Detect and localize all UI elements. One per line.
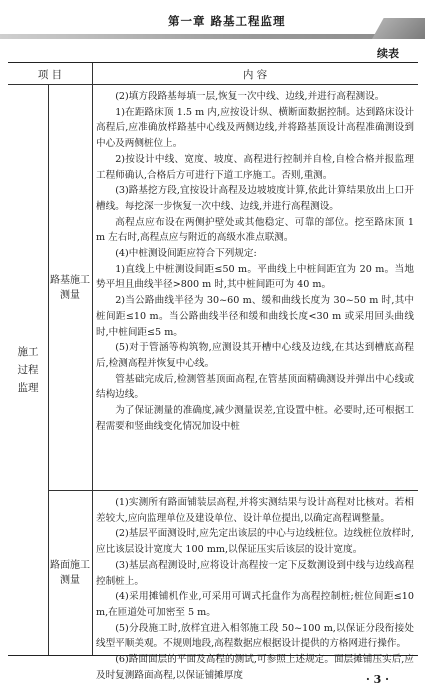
supervision-table — [8, 62, 418, 681]
page-number: · 3 · — [366, 673, 389, 686]
column-divider — [92, 63, 93, 655]
content-paragraph: (3)路基挖方段,宜按设计高程及边坡坡度计算,依此计算结果放出上口开槽线。每挖深一步恢复一次中线、边线,并进行高程测设。 — [96, 185, 414, 212]
content-paragraph: 1)直线上中桩测设间距≤50 m。平曲线上中桩间距宜为 20 m。当地势平坦且曲线半径>800 m 时,其中桩间距可为 40 m。 — [96, 263, 414, 291]
row-content-pavement — [96, 495, 414, 683]
header-rule — [0, 34, 425, 39]
header-tab-decoration — [372, 18, 425, 39]
continued-label: 续表 — [377, 47, 399, 60]
sub-item-cell — [48, 491, 92, 655]
content-paragraph: 2)当公路曲线半径为 30~60 m、缓和曲线长度为 30~50 m 时,其中桩间距≤10 m。当公路曲线半径和缓和曲线长度<30 m 或采用回头曲线时,中桩间距≤5 m。 — [96, 295, 414, 338]
chapter-title: 第一章 路基工程监理 — [168, 14, 286, 28]
stage-label: 施工过程监理 — [17, 346, 39, 394]
content-paragraph: 为了保证测量的准确度,减少测量误差,宜设置中桩。必要时,还可根据工程需要和竖曲线变化情况加设中桩 — [96, 405, 414, 432]
content-paragraph: 1)在距路床顶 1.5 m 内,应按设计纵、横断面数据控制。达到路床设计高程后,应准确放样路基中心线及两侧边线,并将路基顶设计高程准确测设到中心及两侧桩位上。 — [96, 106, 414, 150]
content-paragraph: (4)中桩测设间距应符合下列规定: — [115, 248, 257, 260]
content-paragraph: (1)实测所有路面铺装层高程,并将实测结果与设计高程对比核对。若相差较大,应向监理单位及建设单位、设计单位提出,以确定高程调整量。 — [96, 497, 414, 524]
content-paragraph: (5)对于管涵等构筑物,应测设其开槽中心线及边线,在其达到槽底高程后,检测高程并恢复中心线。 — [96, 342, 414, 369]
sub-item-cell — [48, 85, 92, 490]
content-paragraph: (4)采用摊铺机作业,可采用可调式托盘作为高程控制桩;桩位间距≤10 m,在匝道处可加密至 5 m。 — [96, 591, 414, 618]
row-divider — [48, 490, 418, 491]
sub-item-label: 路基施工测量 — [50, 274, 90, 301]
content-paragraph: (6)路面面层的平面及高程的测试,可参照上述规定。面层摊铺压实后,应及时复测路面高程,以保证铺摊厚度 — [96, 654, 414, 681]
column-header-project: 项 目 — [37, 69, 63, 81]
content-paragraph: (2)填方段路基每填一层,恢复一次中线、边线,并进行高程测设。 — [115, 91, 385, 102]
column-header-content: 内 容 — [242, 69, 268, 81]
content-paragraph: (2)基层平面测设时,应先定出该层的中心与边线桩位。边线桩位放样时,应比该层设计宽度大 100 mm,以保证压实后该层的设计宽度。 — [96, 528, 414, 556]
table-header-row — [8, 63, 418, 85]
content-paragraph: (5)分段施工时,放样宜进入相邻施工段 50~100 m,以保证分段衔接处线型平顺美观。不规则地段,高程数据应根据设计提供的方格网进行操作。 — [96, 622, 414, 650]
page-header — [0, 0, 425, 40]
sub-item-label: 路面施工测量 — [50, 560, 90, 586]
content-paragraph: 高程点应布设在两侧护壁处或其他稳定、可靠的部位。挖至路床顶 1 m 左右时,高程点应与附近的高级水准点联测。 — [96, 216, 414, 244]
content-paragraph: 2)按设计中线、宽度、坡度、高程进行控制并自检,自检合格并报监理工程师确认,合格后方可进行下道工序施工。否则,重测。 — [96, 153, 414, 181]
row-content-subgrade — [96, 89, 414, 434]
content-paragraph: (3)基层高程测设时,应将设计高程按一定下反数测设到中线与边线高程控制桩上。 — [96, 559, 414, 587]
stage-cell — [8, 85, 48, 655]
content-paragraph: 管基础完成后,检测管基顶面高程,在管基顶面精确测设并弹出中心线或结构边线。 — [96, 373, 414, 401]
